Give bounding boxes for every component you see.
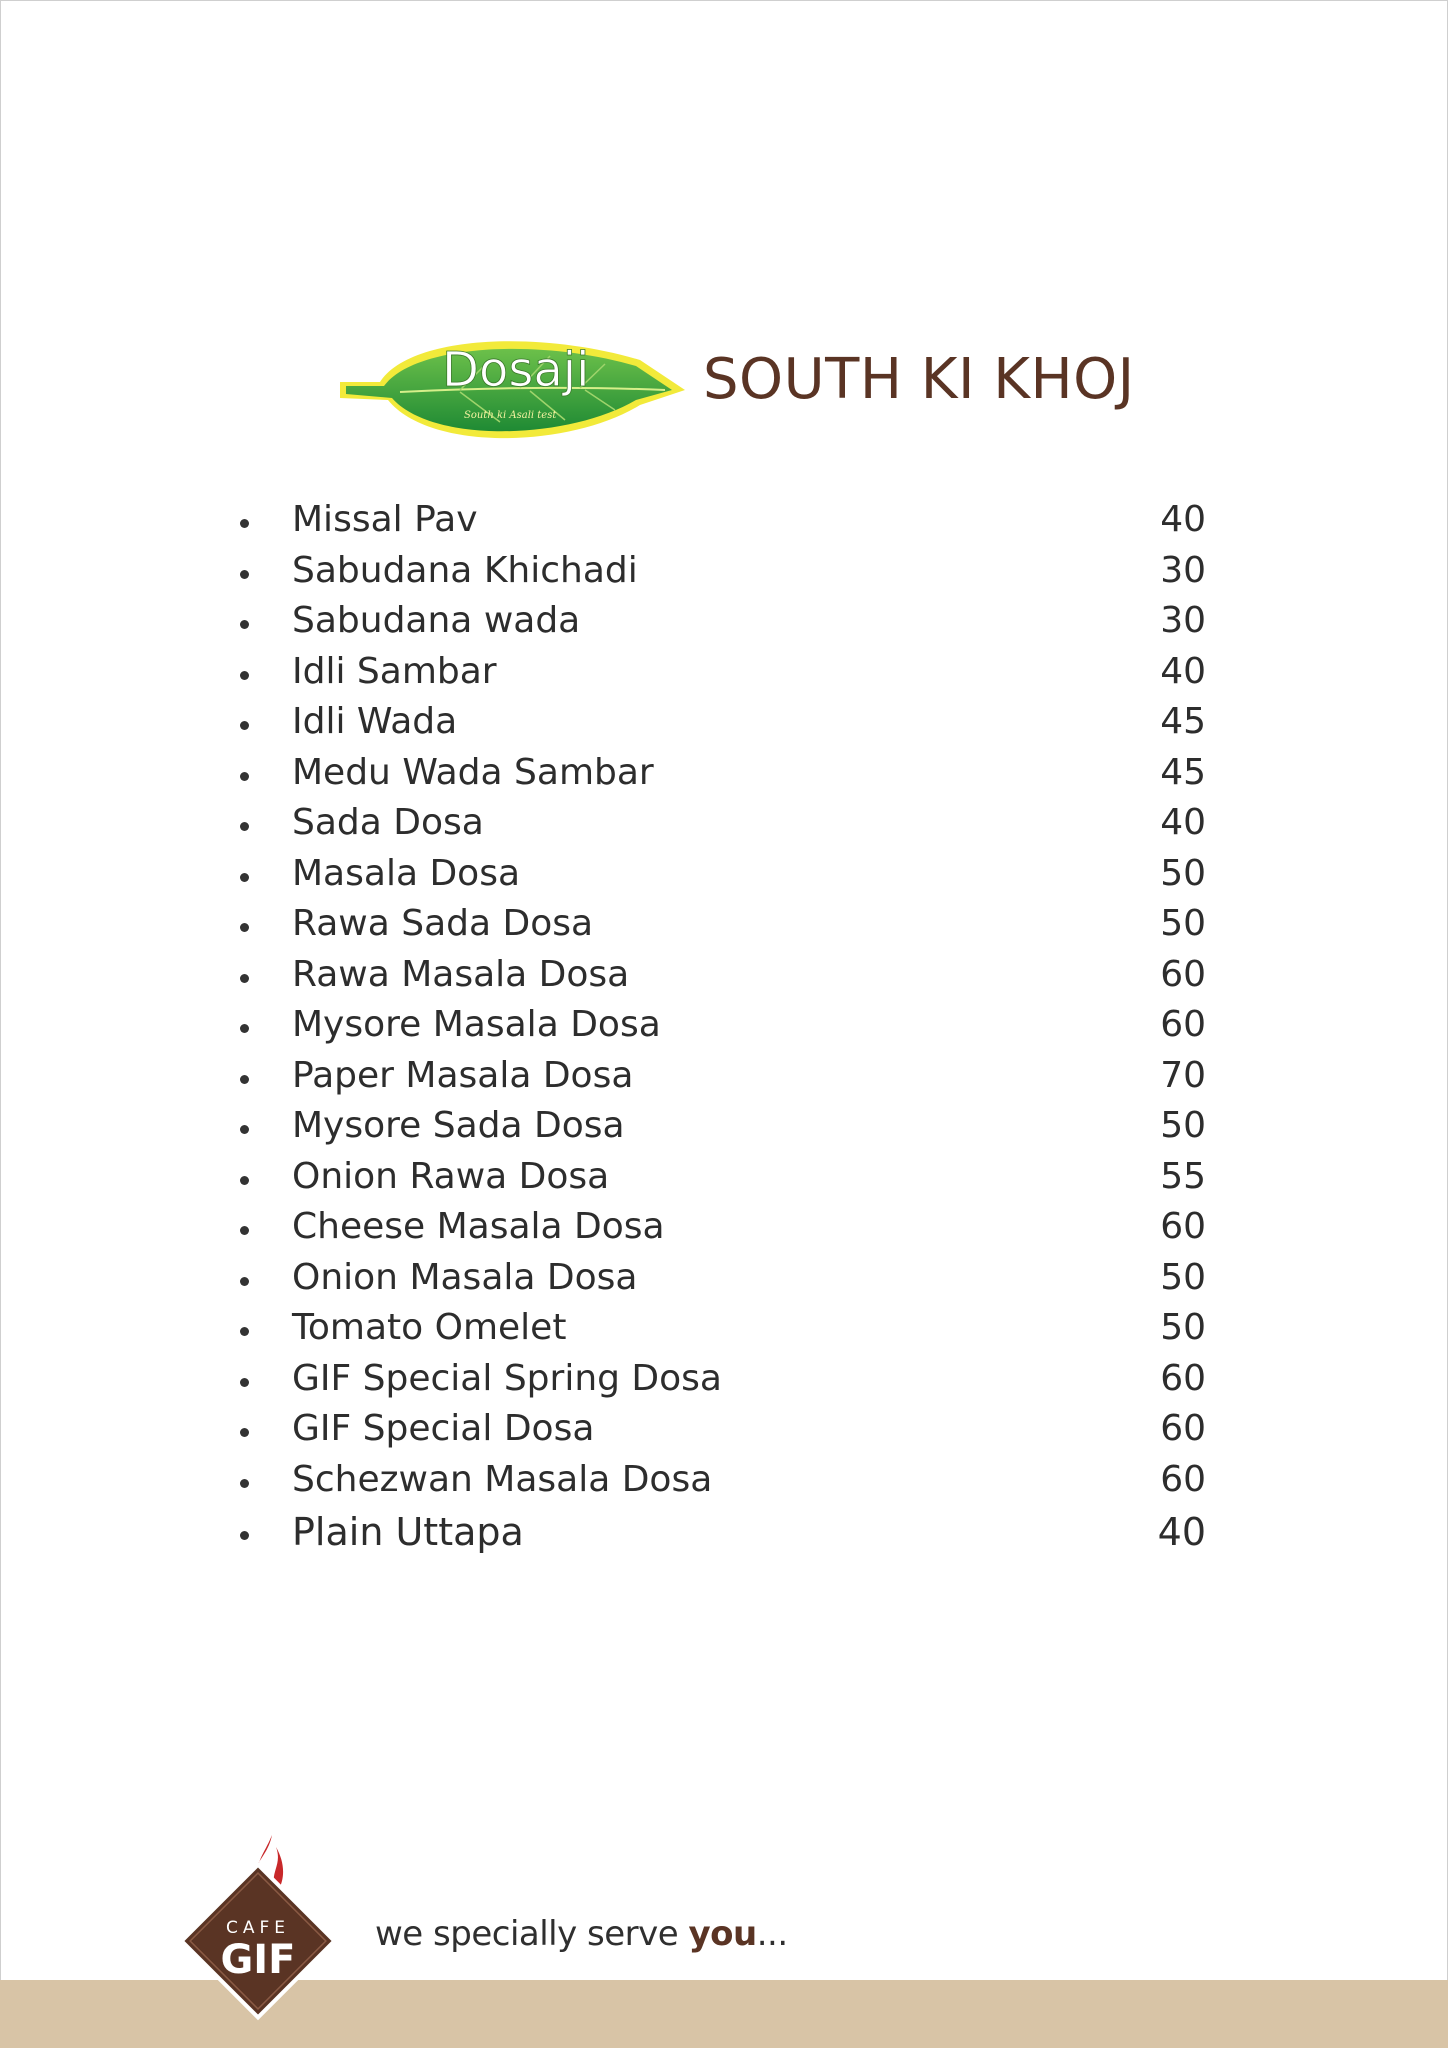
menu-item bbox=[240, 1354, 1206, 1405]
menu-item-name: Tomato Omelet bbox=[292, 1307, 567, 1348]
menu-item-name: Schezwan Masala Dosa bbox=[292, 1458, 713, 1500]
bullet-icon bbox=[240, 1176, 249, 1185]
bullet-icon bbox=[240, 1226, 249, 1235]
menu-item-name: Plain Uttapa bbox=[292, 1510, 524, 1554]
menu-item-price: 60 bbox=[1160, 1004, 1206, 1045]
bullet-icon bbox=[240, 570, 249, 579]
menu-item bbox=[240, 849, 1206, 900]
menu-item-price: 50 bbox=[1160, 1105, 1206, 1146]
menu-item-price: 60 bbox=[1160, 1357, 1206, 1399]
menu-item bbox=[240, 495, 1206, 546]
menu-item bbox=[240, 748, 1206, 799]
menu-item-price: 30 bbox=[1160, 600, 1206, 641]
bullet-icon bbox=[240, 1327, 249, 1336]
menu-item-name: Sada Dosa bbox=[292, 802, 484, 843]
bullet-icon bbox=[240, 822, 249, 831]
menu-item-name: Idli Wada bbox=[292, 701, 458, 742]
menu-item bbox=[240, 697, 1206, 748]
bullet-icon bbox=[240, 1024, 249, 1033]
menu-item bbox=[240, 1152, 1206, 1203]
menu-item bbox=[240, 899, 1206, 950]
menu-item-name: Sabudana Khichadi bbox=[292, 549, 638, 591]
menu-item-name: Rawa Masala Dosa bbox=[292, 953, 630, 995]
bullet-icon bbox=[240, 1277, 249, 1286]
menu-item-name: GIF Special Spring Dosa bbox=[292, 1357, 722, 1399]
menu-item-price: 40 bbox=[1160, 499, 1206, 540]
menu-item-name: Missal Pav bbox=[292, 499, 478, 540]
logo-tagline: South ki Asali test bbox=[464, 410, 557, 421]
bullet-icon bbox=[240, 1378, 249, 1387]
menu-item-price: 40 bbox=[1160, 802, 1206, 843]
logo-gif: GIF bbox=[220, 1937, 296, 1983]
menu-list bbox=[240, 495, 1206, 1558]
menu-item-price: 50 bbox=[1160, 1307, 1206, 1348]
menu-item-price: 55 bbox=[1160, 1155, 1206, 1197]
logo-text: Dosaji bbox=[442, 342, 590, 398]
tagline-emphasis: you bbox=[688, 1914, 757, 1954]
menu-item-price: 45 bbox=[1160, 701, 1206, 742]
bullet-icon bbox=[240, 923, 249, 932]
bullet-icon bbox=[240, 519, 249, 528]
menu-item-price: 40 bbox=[1160, 650, 1206, 692]
menu-item-price: 45 bbox=[1160, 751, 1206, 793]
menu-item-name: Mysore Sada Dosa bbox=[292, 1105, 625, 1146]
menu-item-name: Cheese Masala Dosa bbox=[292, 1206, 665, 1247]
menu-item-price: 30 bbox=[1160, 549, 1206, 591]
menu-item bbox=[240, 1303, 1206, 1354]
tagline bbox=[375, 1914, 788, 1954]
bullet-icon bbox=[240, 772, 249, 781]
menu-item-price: 50 bbox=[1160, 903, 1206, 944]
cafe-gif-logo bbox=[172, 1825, 342, 2025]
menu-item-price: 40 bbox=[1157, 1510, 1206, 1554]
bullet-icon bbox=[240, 1428, 249, 1437]
menu-item bbox=[240, 1101, 1206, 1152]
menu-item bbox=[240, 1051, 1206, 1102]
menu-item-name: Masala Dosa bbox=[292, 852, 521, 894]
menu-item bbox=[240, 1000, 1206, 1051]
bullet-icon bbox=[240, 1479, 249, 1488]
tagline-prefix: we specially serve bbox=[375, 1914, 689, 1954]
menu-item-name: Medu Wada Sambar bbox=[292, 751, 654, 793]
menu-item bbox=[240, 1507, 1206, 1558]
menu-item-price: 50 bbox=[1160, 1256, 1206, 1298]
menu-item bbox=[240, 950, 1206, 1001]
menu-item bbox=[240, 1202, 1206, 1253]
bullet-icon bbox=[240, 671, 249, 680]
menu-item-name: GIF Special Dosa bbox=[292, 1408, 595, 1449]
menu-item-price: 60 bbox=[1160, 1408, 1206, 1449]
dosaji-logo bbox=[340, 330, 690, 450]
bullet-icon bbox=[240, 620, 249, 629]
bullet-icon bbox=[240, 1075, 249, 1084]
section-title: SOUTH KI KHOJ bbox=[703, 347, 1135, 412]
menu-item-price: 70 bbox=[1160, 1054, 1206, 1096]
menu-item bbox=[240, 546, 1206, 597]
menu-item bbox=[240, 1253, 1206, 1304]
menu-item-price: 60 bbox=[1160, 953, 1206, 995]
bullet-icon bbox=[240, 1531, 249, 1540]
menu-item bbox=[240, 1404, 1206, 1455]
menu-item-name: Sabudana wada bbox=[292, 600, 581, 641]
menu-item bbox=[240, 647, 1206, 698]
bullet-icon bbox=[240, 721, 249, 730]
bullet-icon bbox=[240, 974, 249, 983]
menu-item bbox=[240, 1455, 1206, 1506]
menu-item bbox=[240, 596, 1206, 647]
bullet-icon bbox=[240, 873, 249, 882]
menu-item-name: Idli Sambar bbox=[292, 650, 497, 692]
menu-item-name: Onion Masala Dosa bbox=[292, 1256, 638, 1298]
menu-item-name: Mysore Masala Dosa bbox=[292, 1004, 661, 1045]
menu-item bbox=[240, 798, 1206, 849]
menu-item-price: 50 bbox=[1160, 852, 1206, 894]
bullet-icon bbox=[240, 1125, 249, 1134]
tagline-suffix: ... bbox=[756, 1914, 788, 1954]
menu-item-name: Onion Rawa Dosa bbox=[292, 1155, 610, 1197]
menu-item-name: Rawa Sada Dosa bbox=[292, 903, 594, 944]
menu-item-name: Paper Masala Dosa bbox=[292, 1054, 634, 1096]
menu-item-price: 60 bbox=[1160, 1458, 1206, 1500]
logo-cafe: CAFE bbox=[225, 1918, 291, 1938]
menu-item-price: 60 bbox=[1160, 1206, 1206, 1247]
